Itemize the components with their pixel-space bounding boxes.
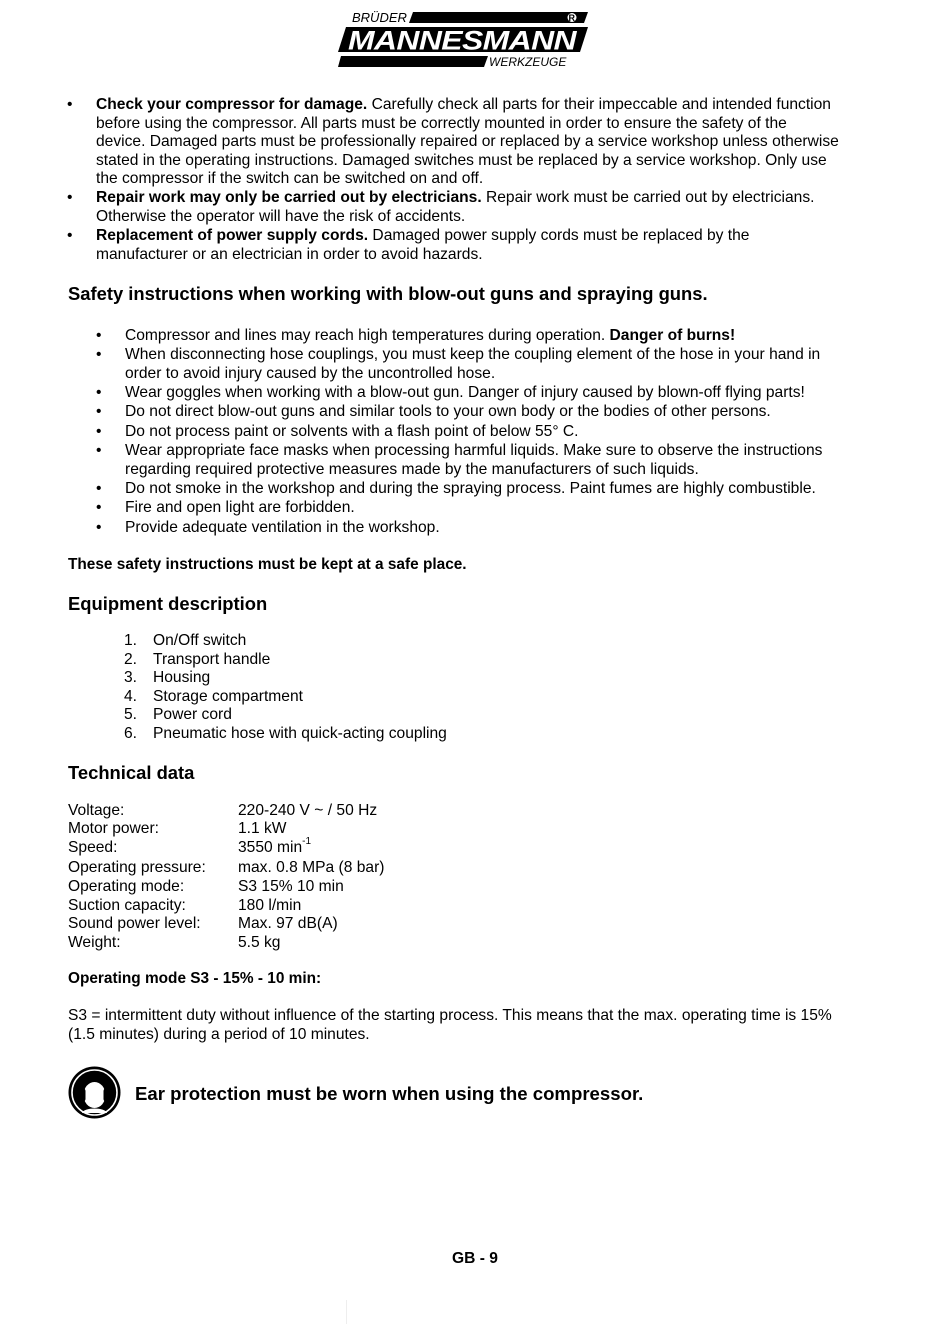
bullet-marker: • [67, 96, 73, 113]
safety-item-masks-line-1: Wear appropriate face masks when processing harmful liquids. Make sure to observe the instructions [125, 442, 823, 459]
bullet-marker: • [96, 346, 102, 363]
technical-key: Operating pressure: [68, 859, 206, 876]
technical-value-text: 1.1 kW [238, 820, 287, 837]
safety-item-goggles: Wear goggles when working with a blow-out gun. Danger of injury caused by blown-off flying parts! [125, 384, 805, 401]
safety-item-masks [125, 442, 822, 479]
technical-value-text: Max. 97 dB(A) [238, 915, 338, 932]
safety-item-couplings-line-2: order to avoid injury caused by the uncontrolled hose. [125, 364, 496, 382]
equipment-item-number: 3. [124, 669, 138, 686]
operating-mode-line-1: S3 = intermittent duty without influence of the starting process. This means that the max. operating time is 15% [68, 1007, 832, 1024]
brand-logo-graphic [338, 9, 590, 71]
equipment-item-number: 4. [124, 688, 138, 705]
bullet-marker: • [67, 227, 73, 244]
equipment-item-number: 1. [124, 632, 138, 649]
equipment-item-text: On/Off switch [153, 632, 247, 649]
bullet-marker: • [96, 327, 102, 344]
technical-value [238, 878, 344, 897]
intro-bullet-damage-line-3: device. Damaged parts must be professionally repaired or replaced by a service workshop unless otherwise [96, 133, 839, 150]
technical-value [238, 802, 377, 821]
equipment-item-number: 5. [124, 706, 138, 723]
technical-key: Operating mode: [68, 878, 185, 895]
bullet-marker: • [96, 423, 102, 440]
technical-value-text: max. 0.8 MPa (8 bar) [238, 859, 385, 876]
safety-item-couplings [125, 346, 820, 383]
equipment-item-number: 6. [124, 725, 138, 742]
bullet-marker: • [96, 519, 102, 536]
equipment-item-text: Power cord [153, 706, 232, 723]
intro-bullet-cords-line-1: Damaged power supply cords must be replaced by the [368, 227, 750, 244]
technical-value-text: 3550 min [238, 839, 303, 856]
technical-key: Motor power: [68, 820, 159, 837]
safety-item-masks-line-2: regarding required protective measures made by the manufacturers of such liquids. [125, 460, 699, 478]
technical-row [68, 915, 668, 934]
logo-bottom-text: WERKZEUGE [489, 55, 567, 69]
technical-row [68, 934, 668, 953]
technical-value [238, 820, 287, 839]
intro-bullet-repair-bold: Repair work may only be carried out by electricians. [96, 189, 482, 206]
intro-bullet-cords [96, 227, 876, 264]
technical-row [68, 835, 668, 858]
safety-item-burns [125, 327, 735, 346]
technical-key: Suction capacity: [68, 897, 186, 914]
technical-value [238, 835, 312, 858]
intro-bullet-damage-line-1: Carefully check all parts for their impeccable and intended function [367, 96, 831, 113]
bullet-marker: • [96, 480, 102, 497]
intro-bullet-damage [96, 96, 876, 189]
technical-key: Speed: [68, 839, 118, 856]
logo-main-text: MANNESMANN [348, 25, 578, 56]
safety-item-ventilation: Provide adequate ventilation in the workshop. [125, 519, 440, 536]
equipment-item-text: Housing [153, 669, 211, 686]
safety-item-couplings-line-1: When disconnecting hose couplings, you must keep the coupling element of the hose in your hand in [125, 346, 821, 363]
technical-value-text: S3 15% 10 min [238, 878, 344, 895]
technical-row [68, 802, 668, 821]
technical-value [238, 897, 301, 916]
safety-item-flashpoint: Do not process paint or solvents with a flash point of below 55° C. [125, 423, 579, 440]
technical-value-text: 180 l/min [238, 897, 302, 914]
technical-key: Weight: [68, 934, 121, 951]
ear-protection-icon [68, 1066, 121, 1119]
technical-value-superscript: -1 [302, 835, 312, 847]
intro-bullet-damage-line-5: the compressor if the switch can be switched on and off. [96, 170, 484, 187]
operating-mode-line-2: (1.5 minutes) during a period of 10 minutes. [68, 1025, 370, 1043]
operating-mode-heading: Operating mode S3 - 15% - 10 min: [68, 970, 322, 987]
technical-value [238, 934, 280, 953]
bullet-marker: • [96, 442, 102, 459]
intro-bullet-damage-line-4: stated in the operating instructions. Damaged switches must be replaced by a service workshop. Only use [96, 151, 827, 169]
bullet-marker: • [67, 189, 73, 206]
equipment-item-number: 2. [124, 651, 138, 668]
intro-bullet-repair-line-2: Otherwise the operator will have the risk of accidents. [96, 207, 466, 225]
page-number: GB - 9 [452, 1250, 498, 1267]
safety-keep-note: These safety instructions must be kept at a safe place. [68, 556, 467, 573]
equipment-item-text: Pneumatic hose with quick-acting coupling [153, 725, 447, 742]
technical-value [238, 859, 384, 878]
technical-value-text: 5.5 kg [238, 934, 281, 951]
technical-row [68, 859, 668, 878]
safety-heading: Safety instructions when working with blow-out guns and spraying guns. [68, 283, 708, 304]
intro-bullet-damage-bold: Check your compressor for damage. [96, 96, 368, 113]
bullet-marker: • [96, 403, 102, 420]
technical-value [238, 915, 338, 934]
intro-bullet-cords-line-2: manufacturer or an electrician in order to avoid hazards. [96, 245, 483, 263]
technical-key: Voltage: [68, 802, 125, 819]
safety-item-smoke: Do not smoke in the workshop and during the spraying process. Paint fumes are highly combustible. [125, 480, 816, 497]
technical-row [68, 878, 668, 897]
safety-item-direct: Do not direct blow-out guns and similar tools to your own body or the bodies of other persons. [125, 403, 771, 420]
intro-bullet-repair-line-1: Repair work must be carried out by electricians. [481, 189, 815, 206]
equipment-item-text: Storage compartment [153, 688, 303, 705]
technical-key: Sound power level: [68, 915, 201, 932]
intro-bullet-repair [96, 189, 876, 226]
intro-bullet-damage-line-2: before using the compressor. All parts must be correctly mounted in order to ensure the safety of the [96, 114, 787, 132]
safety-item-fire: Fire and open light are forbidden. [125, 499, 355, 516]
brand-logo [338, 9, 590, 71]
scan-artifact-mark [346, 1300, 347, 1324]
logo-registered: R [568, 13, 575, 23]
equipment-heading: Equipment description [68, 593, 268, 614]
bullet-marker: • [96, 499, 102, 516]
safety-item-burns-bold: Danger of burns! [609, 327, 736, 344]
equipment-item-text: Transport handle [153, 651, 271, 668]
bullet-marker: • [96, 384, 102, 401]
ear-protection-notice: Ear protection must be worn when using the compressor. [135, 1083, 644, 1104]
logo-top-text: BRÜDER [352, 10, 407, 25]
technical-row [68, 820, 668, 839]
safety-item-burns-text: Compressor and lines may reach high temperatures during operation. [125, 327, 610, 344]
technical-value-text: 220-240 V ~ / 50 Hz [238, 802, 378, 819]
operating-mode-description [68, 1007, 858, 1044]
technical-heading: Technical data [68, 762, 195, 783]
intro-bullet-cords-bold: Replacement of power supply cords. [96, 227, 369, 244]
technical-row [68, 897, 668, 916]
